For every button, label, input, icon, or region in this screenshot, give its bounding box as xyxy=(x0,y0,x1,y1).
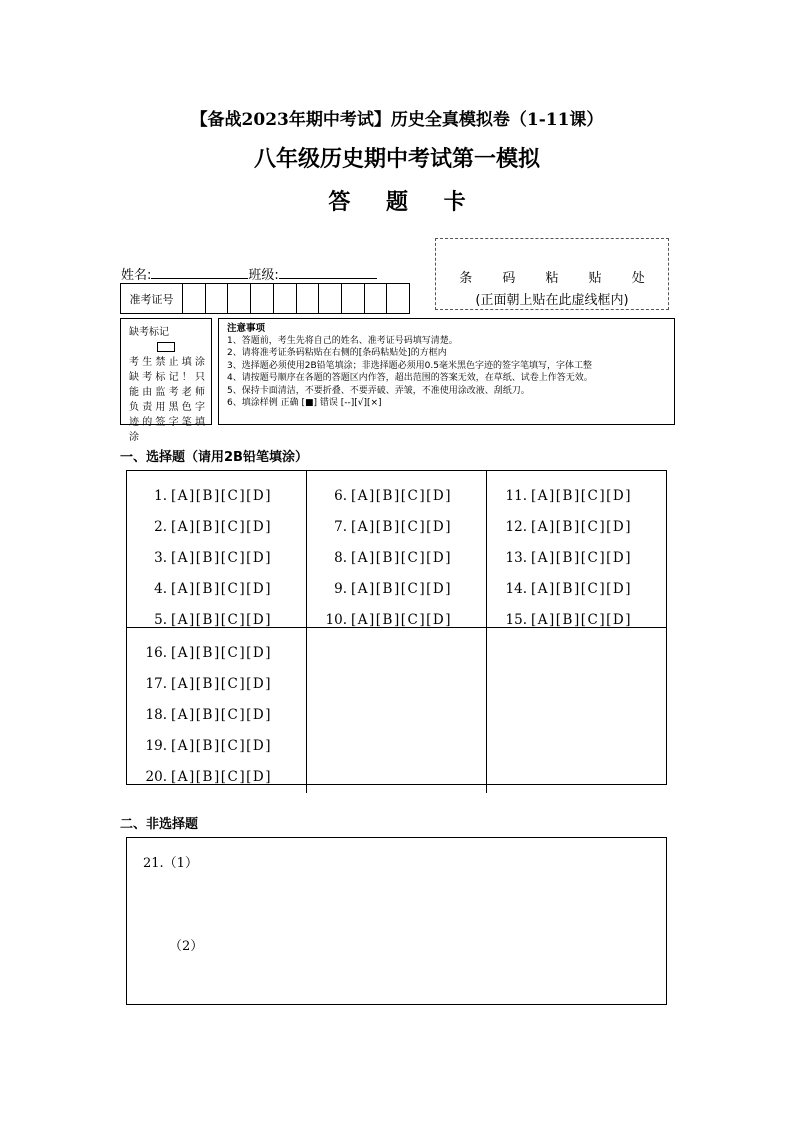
mcq-question[interactable] xyxy=(487,511,666,542)
mcq-group-4 xyxy=(127,628,307,793)
answer-options[interactable]: [A][B][C][D] xyxy=(351,518,452,535)
exam-id-label: 准考证号 xyxy=(121,284,183,313)
mcq-question[interactable] xyxy=(307,542,486,573)
essay-answer-area[interactable] xyxy=(126,837,667,1005)
question-number: 3. xyxy=(154,549,167,566)
mcq-question[interactable] xyxy=(487,574,666,605)
exam-id-box xyxy=(120,283,410,314)
mcq-empty-1 xyxy=(307,628,487,793)
answer-options[interactable]: [A][B][C][D] xyxy=(351,612,452,629)
mcq-group-2 xyxy=(307,471,487,628)
absent-mark-box xyxy=(120,318,212,443)
exam-id-digit-cell[interactable] xyxy=(342,284,365,313)
answer-options[interactable]: [A][B][C][D] xyxy=(531,518,632,535)
mcq-group-1 xyxy=(127,471,307,628)
note-line: 5、保持卡面清洁，不要折叠、不要弄破、弄皱，不准使用涂改液、刮纸刀。 xyxy=(227,385,530,396)
mcq-empty-2 xyxy=(487,628,666,793)
exam-id-digit-cell[interactable] xyxy=(274,284,297,313)
mcq-grid xyxy=(126,470,667,785)
mcq-question[interactable] xyxy=(127,511,306,542)
mcq-question[interactable] xyxy=(487,542,666,573)
question-number: 10. xyxy=(325,612,347,629)
note-line: 6、填涂样例 正确 [■] 错误 [--][√][×] xyxy=(227,398,382,409)
absent-instructions xyxy=(121,352,211,445)
answer-options[interactable]: [A][B][C][D] xyxy=(351,581,452,598)
mcq-question[interactable] xyxy=(127,668,306,699)
question-number: 8. xyxy=(334,549,347,566)
notes-list xyxy=(227,335,674,409)
exam-id-digit-cell[interactable] xyxy=(183,284,206,313)
answer-options[interactable]: [A][B][C][D] xyxy=(171,644,272,661)
answer-options[interactable]: [A][B][C][D] xyxy=(171,612,272,629)
section2-title: 二、非选择题 xyxy=(120,817,199,832)
question-number: 7. xyxy=(334,518,347,535)
answer-options[interactable]: [A][B][C][D] xyxy=(531,487,632,504)
answer-options[interactable]: [A][B][C][D] xyxy=(531,549,632,566)
note-line: 2、请将准考证条码粘贴在右侧的[条码粘贴处]的方框内 xyxy=(227,348,447,359)
question-number: 13. xyxy=(505,549,527,566)
question-number: 20. xyxy=(145,769,167,786)
question-number: 11. xyxy=(505,487,527,504)
question-number: 12. xyxy=(505,518,527,535)
exam-title: 八年级历史期中考试第一模拟 xyxy=(253,147,540,172)
absent-text-line: 涂 xyxy=(129,432,139,443)
question-21-part-1: 21.（1） xyxy=(143,856,198,871)
question-number: 19. xyxy=(145,738,167,755)
question-number: 18. xyxy=(145,706,167,723)
name-field[interactable] xyxy=(151,266,248,279)
exam-id-digit-cell[interactable] xyxy=(251,284,274,313)
absent-text-line: 能由监考老师 xyxy=(129,387,205,398)
answer-options[interactable]: [A][B][C][D] xyxy=(351,487,452,504)
mcq-question[interactable] xyxy=(127,731,306,762)
answer-options[interactable]: [A][B][C][D] xyxy=(171,549,272,566)
mcq-group-3 xyxy=(487,471,666,628)
mcq-question[interactable] xyxy=(127,699,306,730)
absent-text-line: 迹的签字笔填 xyxy=(129,417,205,428)
absent-mark-checkbox[interactable] xyxy=(157,342,175,352)
question-number: 1. xyxy=(154,487,167,504)
exam-id-digit-cell[interactable] xyxy=(228,284,251,313)
answer-options[interactable]: [A][B][C][D] xyxy=(171,675,272,692)
barcode-area xyxy=(435,238,669,310)
mcq-question[interactable] xyxy=(127,574,306,605)
question-number: 17. xyxy=(145,675,167,692)
exam-id-digit-cell[interactable] xyxy=(206,284,229,313)
exam-id-digit-cell[interactable] xyxy=(387,284,409,313)
mcq-question[interactable] xyxy=(487,480,666,511)
question-number: 16. xyxy=(145,644,167,661)
answer-options[interactable]: [A][B][C][D] xyxy=(531,612,632,629)
notes-box xyxy=(218,318,675,425)
answer-card-title: 答 题 卡 xyxy=(328,190,480,215)
question-number: 5. xyxy=(154,612,167,629)
mcq-question[interactable] xyxy=(127,542,306,573)
answer-options[interactable]: [A][B][C][D] xyxy=(171,487,272,504)
section1-title: 一、选择题（请用2B铅笔填涂） xyxy=(120,450,308,465)
answer-options[interactable]: [A][B][C][D] xyxy=(531,581,632,598)
answer-options[interactable]: [A][B][C][D] xyxy=(171,706,272,723)
exam-id-digit-cell[interactable] xyxy=(297,284,320,313)
answer-options[interactable]: [A][B][C][D] xyxy=(171,738,272,755)
exam-id-cells xyxy=(183,284,409,313)
absent-text-line: 考生禁止填涂 xyxy=(129,357,205,368)
question-number: 4. xyxy=(154,581,167,598)
exam-series-title: 【备战2023年期中考试】历史全真模拟卷（1-11课） xyxy=(190,110,604,130)
barcode-subtitle: (正面朝上贴在此虚线框内) xyxy=(475,293,629,308)
mcq-question[interactable] xyxy=(307,480,486,511)
notes-heading: 注意事项 xyxy=(227,323,266,334)
answer-options[interactable]: [A][B][C][D] xyxy=(171,581,272,598)
exam-id-digit-cell[interactable] xyxy=(365,284,388,313)
class-field[interactable] xyxy=(279,266,377,279)
note-line: 4、请按题号顺序在各题的答题区内作答，超出范围的答案无效，在草纸、试卷上作答无效。 xyxy=(227,373,593,384)
answer-options[interactable]: [A][B][C][D] xyxy=(171,518,272,535)
mcq-question[interactable] xyxy=(307,574,486,605)
class-label: 班级: xyxy=(248,268,279,283)
mcq-question[interactable] xyxy=(127,762,306,793)
question-number: 14. xyxy=(505,581,527,598)
mcq-question[interactable] xyxy=(127,480,306,511)
exam-id-digit-cell[interactable] xyxy=(319,284,342,313)
question-number: 6. xyxy=(334,487,347,504)
question-21-part-2: （2） xyxy=(169,939,204,954)
absent-heading: 缺考标记 xyxy=(129,327,169,338)
name-class-row xyxy=(121,264,377,283)
absent-text-line: 负责用黑色字 xyxy=(129,402,205,413)
answer-options[interactable]: [A][B][C][D] xyxy=(351,549,452,566)
question-number: 15. xyxy=(505,612,527,629)
note-line: 3、选择题必须使用2B铅笔填涂；非选择题必须用0.5毫米黑色字迹的签字笔填写，字体工整 xyxy=(227,360,592,371)
answer-options[interactable]: [A][B][C][D] xyxy=(171,769,272,786)
barcode-title: 条 码 粘 贴 处 xyxy=(459,271,658,286)
mcq-question[interactable] xyxy=(127,637,306,668)
question-number: 2. xyxy=(154,518,167,535)
mcq-question[interactable] xyxy=(307,511,486,542)
absent-text-line: 缺考标记！只 xyxy=(129,372,205,383)
question-number: 9. xyxy=(334,581,347,598)
name-label: 姓名: xyxy=(121,268,152,283)
note-line: 1、答题前，考生先将自己的姓名、准考证号码填写清楚。 xyxy=(227,336,458,346)
